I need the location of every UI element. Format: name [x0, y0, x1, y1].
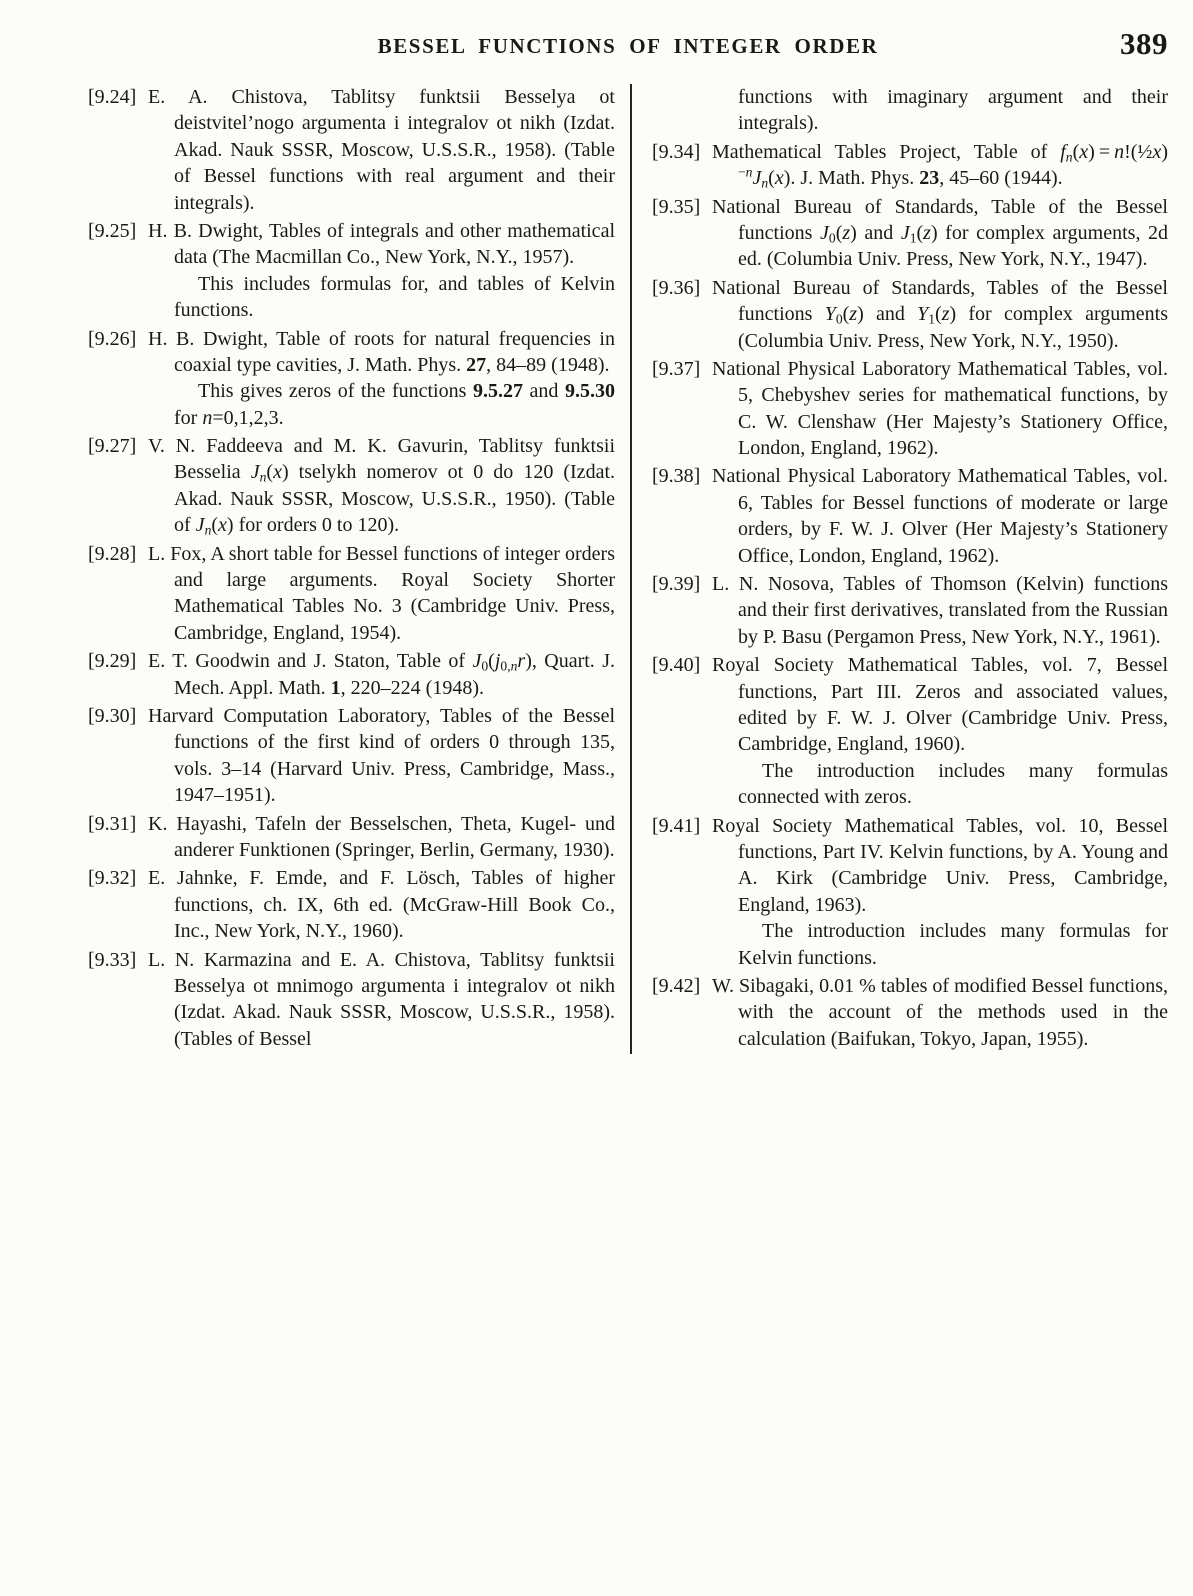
reference-text: V. N. Faddeeva and M. K. Gavurin, Tablitsy funktsii Besselia $J_n(x)$ tselykh nomerov ot 0 do 120 (Izdat. Akad. Nauk SSSR, Moscow, U.S.S.R., 1950). (Table of $J_n(x)$ for orders 0 to 120). — [148, 435, 615, 538]
reference-id: [9.28] — [88, 542, 137, 565]
reference-body — [148, 703, 615, 809]
reference-item — [88, 84, 615, 216]
reference-id: [9.39] — [652, 573, 701, 596]
reference-id: [9.34] — [652, 140, 701, 163]
reference-item — [652, 139, 1168, 192]
reference-note: This gives zeros of the functions 9.5.27 and 9.5.30 for n=0,1,2,3. — [174, 380, 615, 429]
reference-id: [9.36] — [652, 276, 701, 299]
reference-text: K. Hayashi, Tafeln der Besselschen, Theta, Kugel- und anderer Funktionen (Springer, Berlin, Germany, 1930). — [148, 812, 615, 861]
reference-body — [148, 648, 615, 701]
reference-id: [9.25] — [88, 219, 137, 242]
reference-body — [148, 326, 615, 432]
column-divider — [630, 84, 632, 1054]
reference-body — [148, 947, 615, 1053]
reference-item — [88, 865, 615, 944]
reference-text: functions with imaginary argument and their integrals). — [738, 86, 1168, 135]
reference-body — [712, 356, 1168, 462]
reference-text: Royal Society Mathematical Tables, vol. 7, Bessel functions, Part III. Zeros and associated values, edited by F. W. J. Olver (Cambridge Univ. Press, Cambridge, England, 1960). — [712, 654, 1168, 756]
reference-body — [712, 973, 1168, 1052]
reference-body — [148, 218, 615, 324]
reference-item — [652, 813, 1168, 971]
reference-id: [9.32] — [88, 867, 137, 890]
reference-columns — [88, 84, 1168, 1054]
running-title: BESSEL FUNCTIONS OF INTEGER ORDER — [377, 34, 879, 58]
reference-item — [88, 326, 615, 432]
reference-body — [148, 84, 615, 216]
reference-item — [88, 947, 615, 1053]
reference-item — [88, 703, 615, 809]
reference-body — [712, 84, 1168, 137]
reference-id: [9.33] — [88, 948, 137, 971]
reference-text: National Bureau of Standards, Table of the Bessel functions $J_0(z)$ and $J_1(z)$ for complex arguments, 2d ed. (Columbia Univ. Press, New York, N.Y., 1947). — [712, 195, 1168, 271]
reference-item — [652, 463, 1168, 569]
reference-text: L. Fox, A short table for Bessel functions of integer orders and large arguments. Royal Society Shorter Mathematical Tables No. 3 (Cambridge Univ. Press, Cambridge, England, 1954). — [148, 542, 615, 644]
reference-text: National Bureau of Standards, Tables of the Bessel functions $Y_0(z)$ and $Y_1(z)$ for complex arguments (Columbia Univ. Press, New York, N.Y., 1950). — [712, 276, 1169, 352]
reference-item — [652, 84, 1168, 137]
reference-note: This includes formulas for, and tables of Kelvin functions. — [174, 272, 615, 322]
reference-body — [712, 139, 1168, 192]
reference-note: The introduction includes many formulas for Kelvin functions. — [738, 920, 1168, 969]
reference-item — [652, 356, 1168, 462]
reference-body — [712, 275, 1168, 354]
reference-id: [9.35] — [652, 195, 701, 218]
reference-text: H. B. Dwight, Tables of integrals and other mathematical data (The Macmillan Co., New York, N.Y., 1957). — [148, 219, 615, 269]
reference-body — [712, 571, 1168, 650]
reference-body — [148, 865, 615, 944]
reference-note: The introduction includes many formulas connected with zeros. — [738, 759, 1168, 809]
reference-id: [9.37] — [652, 357, 701, 380]
reference-body — [148, 433, 615, 539]
page-number: 389 — [1120, 26, 1168, 61]
reference-text: L. N. Karmazina and E. A. Chistova, Tablitsy funktsii Besselya ot mnimogo argumenta i integralov ot nikh (Izdat. Akad. Nauk SSSR, Moscow, U.S.S.R., 1958). (Tables of Bessel — [148, 948, 615, 1050]
reference-item — [88, 648, 615, 701]
reference-item — [88, 433, 615, 539]
reference-body — [712, 813, 1168, 971]
reference-body — [148, 811, 615, 864]
reference-item — [652, 571, 1168, 650]
reference-text: Harvard Computation Laboratory, Tables of the Bessel functions of the first kind of orders 0 through 135, vols. 3–14 (Harvard Univ. Press, Cambridge, Mass., 1947–1951). — [148, 704, 615, 807]
reference-item — [88, 218, 615, 324]
reference-body — [712, 652, 1168, 810]
reference-text: E. A. Chistova, Tablitsy funktsii Besselya ot deistvitel’nogo argumenta i integralov ot nikh (Izdat. Akad. Nauk SSSR, Moscow, U.S.S.R., 1958). (Table of Bessel functions with real argument and their integrals). — [148, 86, 615, 214]
reference-item — [652, 652, 1168, 810]
reference-text: E. Jahnke, F. Emde, and F. Lösch, Tables of higher functions, ch. IX, 6th ed. (McGraw-Hill Book Co., Inc., New York, N.Y., 1960). — [148, 867, 615, 943]
page-header — [88, 28, 1168, 68]
reference-id: [9.31] — [88, 812, 137, 835]
reference-text: E. T. Goodwin and J. Staton, Table of $J_0(j_{0,n}r)$, Quart. J. Mech. Appl. Math. 1, 220–224 (1948). — [148, 650, 615, 699]
reference-text: National Physical Laboratory Mathematical Tables, vol. 6, Tables for Bessel functions of moderate or large orders, by F. W. J. Olver (Her Majesty’s Stationery Office, London, England, 1962). — [712, 465, 1168, 567]
reference-id: [9.30] — [88, 704, 137, 727]
reference-id: [9.42] — [652, 974, 701, 997]
reference-item — [652, 275, 1168, 354]
reference-item — [88, 811, 615, 864]
reference-id: [9.38] — [652, 465, 701, 488]
reference-item — [652, 194, 1168, 273]
reference-id: [9.27] — [88, 435, 137, 458]
left-column — [88, 84, 615, 1054]
reference-body — [712, 463, 1168, 569]
reference-id: [9.26] — [88, 327, 137, 350]
reference-text: H. B. Dwight, Table of roots for natural frequencies in coaxial type cavities, J. Math. Phys. 27, 84–89 (1948). — [148, 327, 615, 376]
reference-body — [148, 541, 615, 647]
reference-text: W. Sibagaki, 0.01 % tables of modified Bessel functions, with the account of the methods used in the calculation (Baifukan, Tokyo, Japan, 1955). — [712, 974, 1168, 1050]
reference-text: Royal Society Mathematical Tables, vol. 10, Bessel functions, Part IV. Kelvin functions, by A. Young and A. Kirk (Cambridge Univ. Press, Cambridge, England, 1963). — [712, 814, 1168, 916]
reference-text: L. N. Nosova, Tables of Thomson (Kelvin) functions and their first derivatives, translated from the Russian by P. Basu (Pergamon Press, New York, N.Y., 1961). — [712, 573, 1168, 648]
reference-id: [9.24] — [88, 86, 137, 108]
reference-item — [652, 973, 1168, 1052]
reference-id: [9.40] — [652, 654, 701, 677]
reference-id: [9.29] — [88, 650, 137, 673]
right-column — [652, 84, 1168, 1054]
reference-body — [712, 194, 1168, 273]
reference-text: Mathematical Tables Project, Table of $f_n(x)$ = $n!(\frac{1}{2}x)^{-n}J_n(x)$. J. Math. Phys. 23, 45–60 (1944). — [712, 140, 1168, 191]
reference-id: [9.41] — [652, 814, 701, 837]
reference-text: National Physical Laboratory Mathematical Tables, vol. 5, Chebyshev series for mathematical functions, by C. W. Clenshaw (Her Majesty’s Stationery Office, London, England, 1962). — [712, 357, 1168, 460]
reference-item — [88, 541, 615, 647]
